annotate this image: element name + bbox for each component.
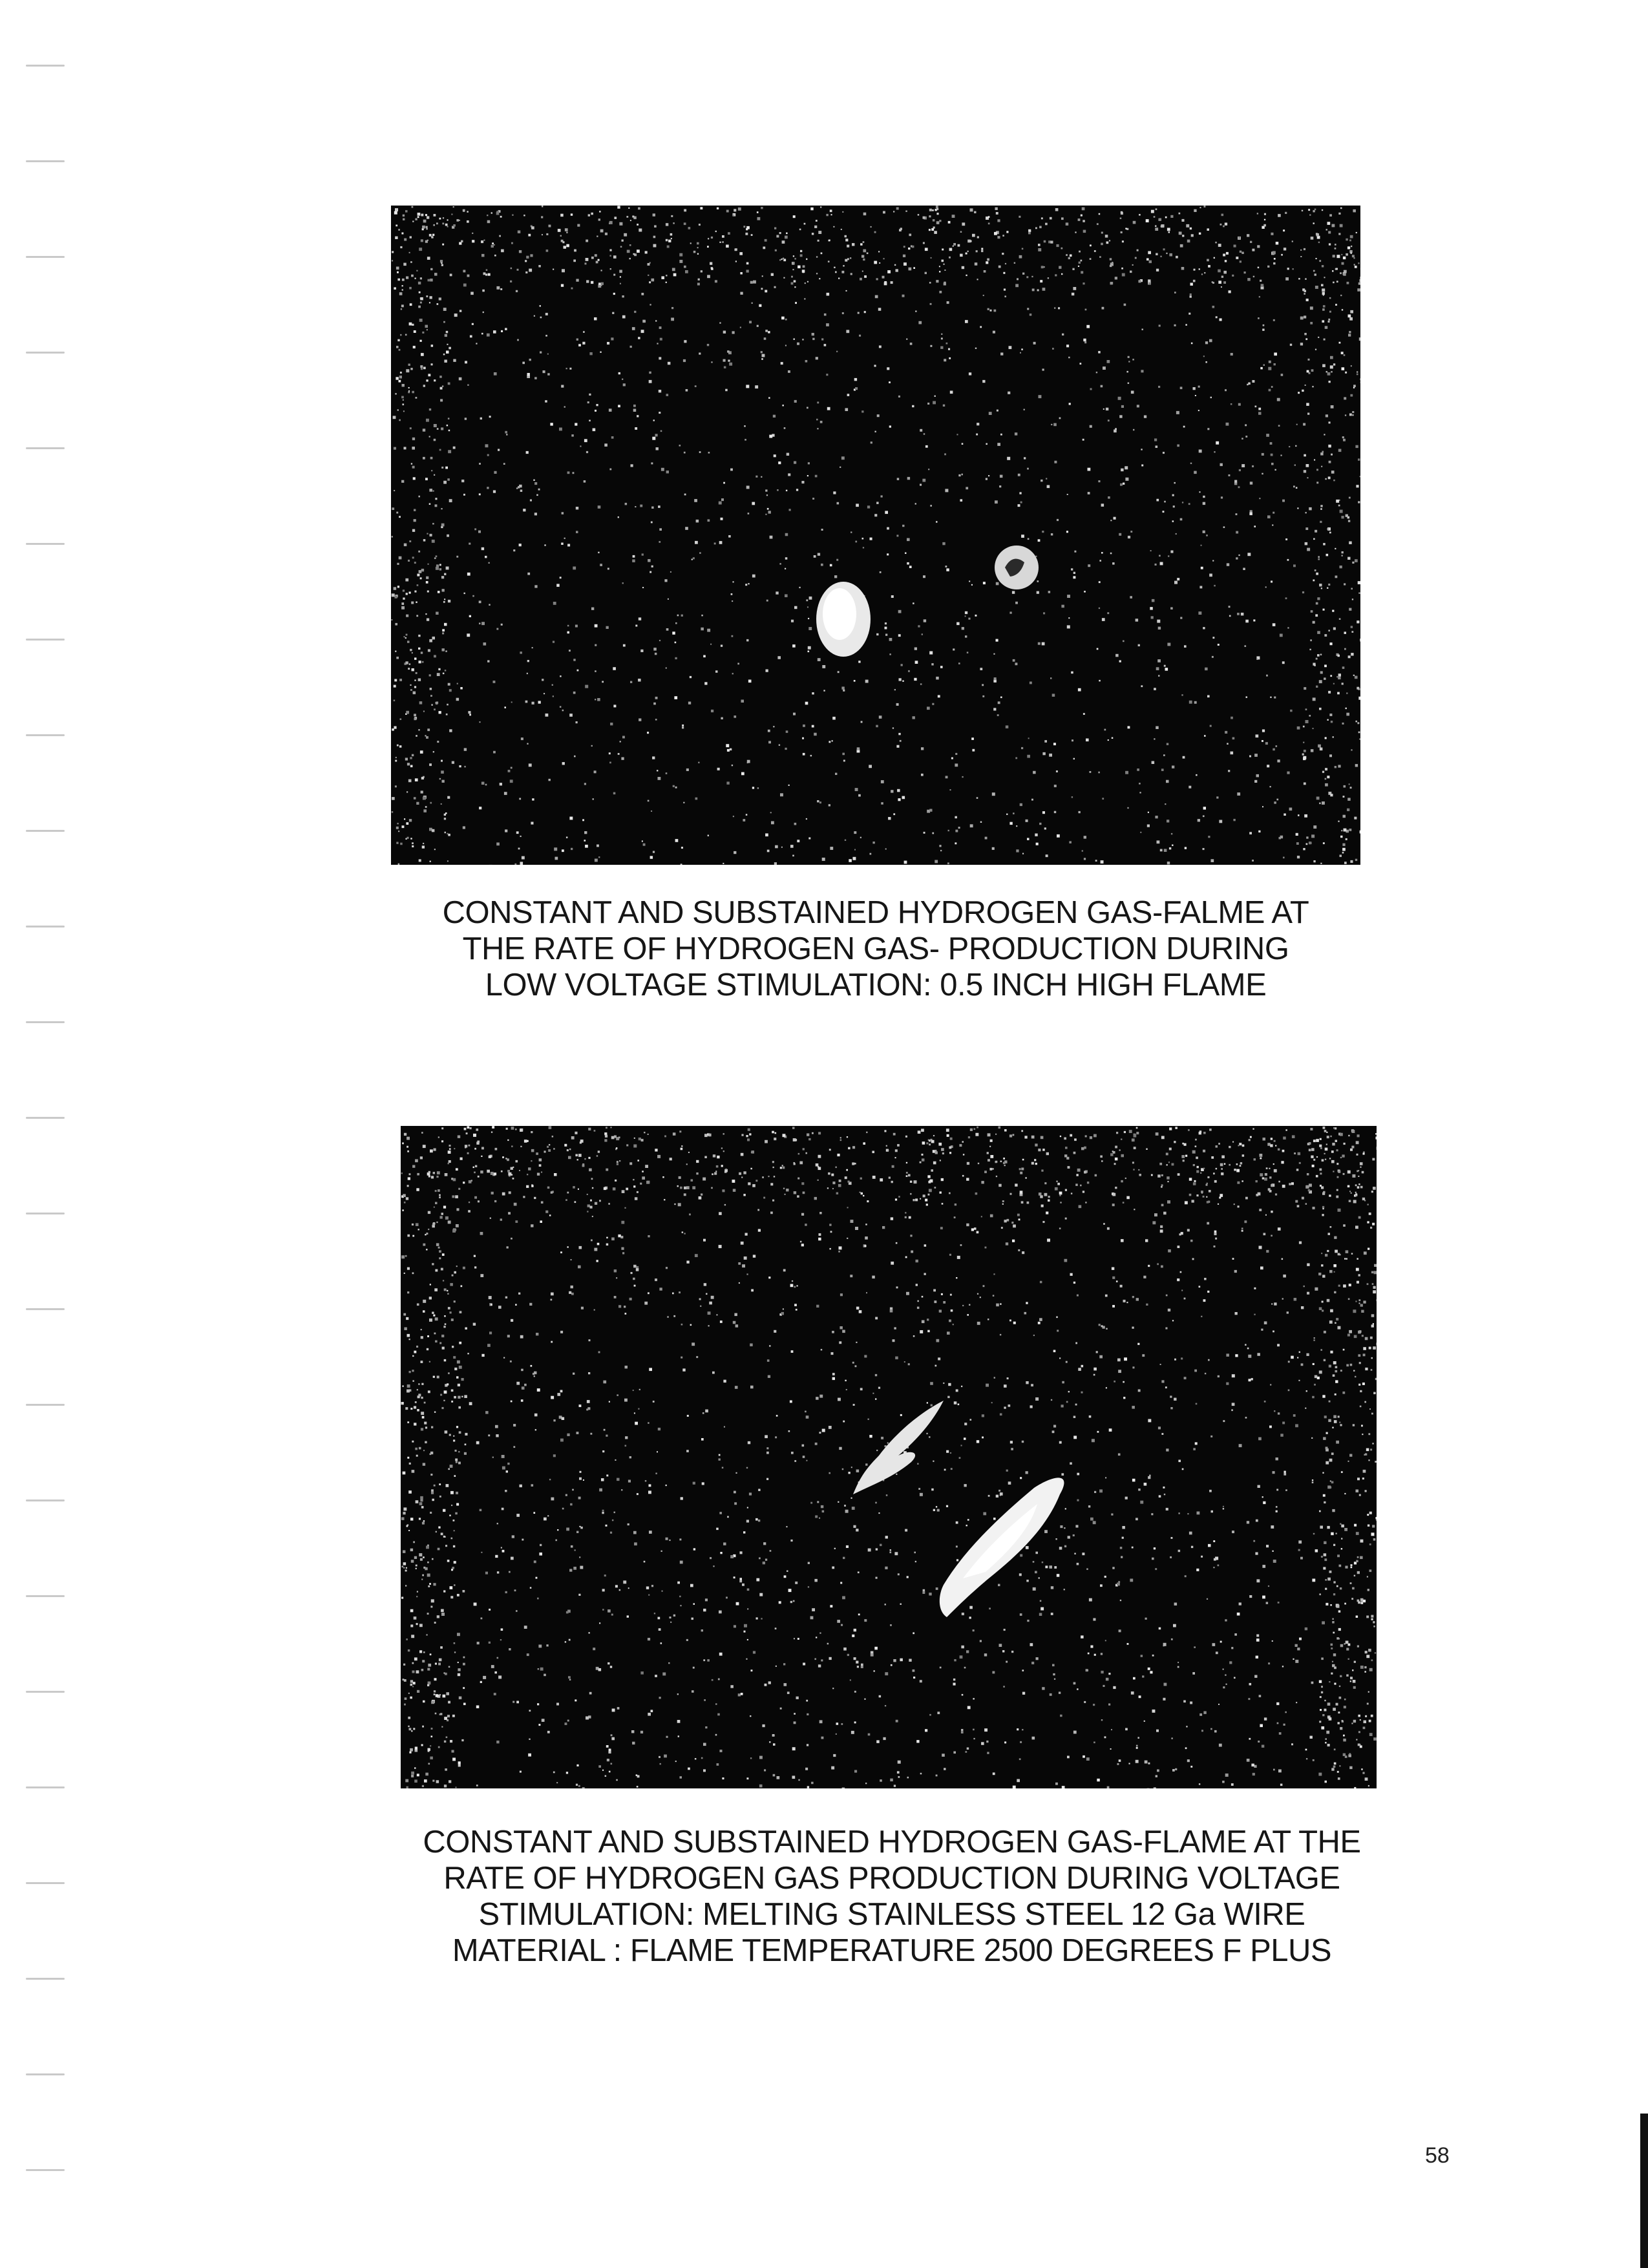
margin-mark bbox=[26, 543, 65, 545]
binder-margin-marks bbox=[0, 0, 78, 2268]
margin-mark bbox=[26, 2169, 65, 2171]
margin-mark bbox=[26, 639, 65, 641]
photo-half-inch-flame bbox=[391, 206, 1360, 865]
margin-mark bbox=[26, 1213, 65, 1214]
caption-line: CONSTANT AND SUBSTAINED HYDROGEN GAS-FLAME AT THE bbox=[423, 1825, 1361, 1860]
flame-photo-2-graphic bbox=[401, 1126, 1377, 1788]
margin-mark bbox=[26, 160, 65, 162]
margin-mark bbox=[26, 447, 65, 449]
caption-melting-wire-flame bbox=[362, 1824, 1422, 1969]
margin-mark bbox=[26, 1308, 65, 1310]
margin-mark bbox=[26, 926, 65, 927]
margin-mark bbox=[26, 352, 65, 354]
margin-mark bbox=[26, 1786, 65, 1788]
caption-line: LOW VOLTAGE STIMULATION: 0.5 INCH HIGH FLAME bbox=[485, 968, 1267, 1002]
margin-mark bbox=[26, 1021, 65, 1023]
caption-half-inch-flame bbox=[362, 895, 1389, 1003]
margin-mark bbox=[26, 1978, 65, 1980]
margin-mark bbox=[26, 1500, 65, 1501]
margin-mark bbox=[26, 734, 65, 736]
margin-mark bbox=[26, 65, 65, 67]
page-number: 58 bbox=[1425, 2143, 1450, 2168]
margin-mark bbox=[26, 1882, 65, 1884]
caption-line: MATERIAL : FLAME TEMPERATURE 2500 DEGREES F PLUS bbox=[452, 1933, 1332, 1968]
caption-line: CONSTANT AND SUBSTAINED HYDROGEN GAS-FALME AT bbox=[442, 895, 1309, 930]
caption-line: STIMULATION: MELTING STAINLESS STEEL 12 Ga WIRE bbox=[478, 1897, 1305, 1932]
photo-melting-wire-flame bbox=[401, 1126, 1377, 1788]
margin-mark bbox=[26, 1595, 65, 1597]
margin-mark bbox=[26, 830, 65, 832]
margin-mark bbox=[26, 1691, 65, 1693]
flame-photo-1-graphic bbox=[391, 206, 1360, 865]
margin-mark bbox=[26, 1117, 65, 1119]
caption-line: THE RATE OF HYDROGEN GAS- PRODUCTION DURING bbox=[462, 931, 1289, 966]
margin-mark bbox=[26, 2073, 65, 2075]
scan-edge-bar bbox=[1640, 2114, 1648, 2268]
margin-mark bbox=[26, 1404, 65, 1406]
margin-mark bbox=[26, 256, 65, 258]
caption-line: RATE OF HYDROGEN GAS PRODUCTION DURING VOLTAGE bbox=[443, 1861, 1340, 1896]
